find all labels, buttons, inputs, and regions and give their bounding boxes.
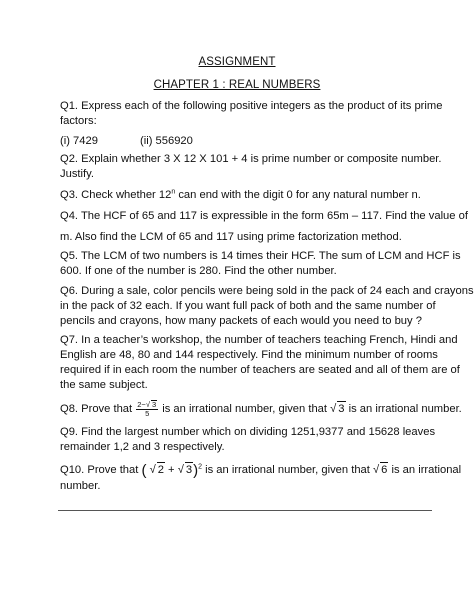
q10-close-paren: ) bbox=[193, 462, 199, 479]
q1-option-2: (ii) 556920 bbox=[140, 135, 193, 147]
q10-post: is an irrational bbox=[388, 464, 462, 476]
q8-fraction-numerator: 2−√ 3 bbox=[137, 400, 157, 409]
bottom-rule bbox=[58, 510, 432, 511]
q1-line-2: factors: bbox=[60, 115, 97, 127]
q2-line-1: Q2. Explain whether 3 X 12 X 101 + 4 is prime number or composite number. bbox=[60, 153, 442, 165]
q10-plus: + bbox=[164, 464, 178, 476]
q10-exponent: 2 bbox=[198, 463, 202, 471]
q8-post: is an irrational number. bbox=[345, 402, 462, 415]
q3-pre: Q3. Check whether 12 bbox=[60, 189, 172, 201]
q8-mid: is an irrational number, given that bbox=[159, 402, 331, 415]
q9-line-2: remainder 1,2 and 3 respectively. bbox=[60, 441, 225, 453]
q9-line-1: Q9. Find the largest number which on dividing 1251,9377 and 15628 leaves bbox=[60, 426, 436, 438]
q1-line-1: Q1. Express each of the following positive integers as the product of its prime bbox=[60, 100, 443, 112]
q10-mid: is an irrational number, given that bbox=[201, 464, 373, 476]
q10-pre: Q10. Prove that bbox=[60, 464, 142, 476]
q8-fraction bbox=[136, 400, 158, 418]
q8-pre: Q8. Prove that bbox=[60, 402, 136, 415]
assignment-title: ASSIGNMENT bbox=[198, 56, 276, 68]
q10-root-6: 6 bbox=[381, 464, 388, 476]
q3-post: can end with the digit 0 for any natural number n. bbox=[175, 189, 421, 201]
q6-line-3: pencils and crayons, how many packets of each would you need to buy ? bbox=[60, 315, 422, 327]
q6-line-2: in the pack of 32 each. If you want full pack of both and the same number of bbox=[60, 300, 436, 312]
q7-line-4: the same subject. bbox=[60, 379, 148, 391]
q1-options bbox=[60, 134, 432, 149]
q7-line-2: English are 48, 80 and 144 respectively. Find the minimum number of rooms bbox=[60, 349, 438, 361]
question-8 bbox=[60, 400, 462, 418]
q10-line-2: number. bbox=[60, 480, 101, 492]
q10-root-2: 2 bbox=[157, 464, 164, 476]
q5-line-2: 600. If one of the number is 280. Find the other number. bbox=[60, 265, 337, 277]
q3-exponent: n bbox=[171, 188, 176, 196]
q6-line-1: Q6. During a sale, color pencils were being sold in the pack of 24 each and crayons bbox=[60, 285, 474, 297]
q2-line-2: Justify. bbox=[60, 168, 94, 180]
question-3 bbox=[60, 188, 432, 203]
q10-line-1: Q10. Prove that ( √ 2 + √ 3)$^2$ is an irrational number, given that √ 6 is an irrational bbox=[60, 462, 462, 479]
q7-line-3: required if in each room the number of teachers are seated and all of them are of bbox=[60, 364, 460, 376]
q8-root: √ 3 bbox=[330, 402, 345, 415]
q4-line-1: Q4. The HCF of 65 and 117 is expressible in the form 65m – 117. Find the value of bbox=[60, 210, 468, 222]
q10-root-3: 3 bbox=[185, 464, 193, 476]
q4-line-2: m. Also find the LCM of 65 and 117 using prime factorization method. bbox=[60, 231, 402, 243]
q8-fraction-denominator: 5 bbox=[145, 409, 150, 418]
q1-option-1: (i) 7429 bbox=[60, 135, 98, 147]
q7-line-1: Q7. In a teacher’s workshop, the number of teachers teaching French, Hindi and bbox=[60, 334, 458, 346]
q10-open-paren: ( bbox=[141, 462, 147, 479]
q5-line-1: Q5. The LCM of two numbers is 14 times their HCF. The sum of LCM and HCF is bbox=[60, 250, 461, 262]
chapter-heading: CHAPTER 1 : REAL NUMBERS bbox=[153, 79, 321, 91]
